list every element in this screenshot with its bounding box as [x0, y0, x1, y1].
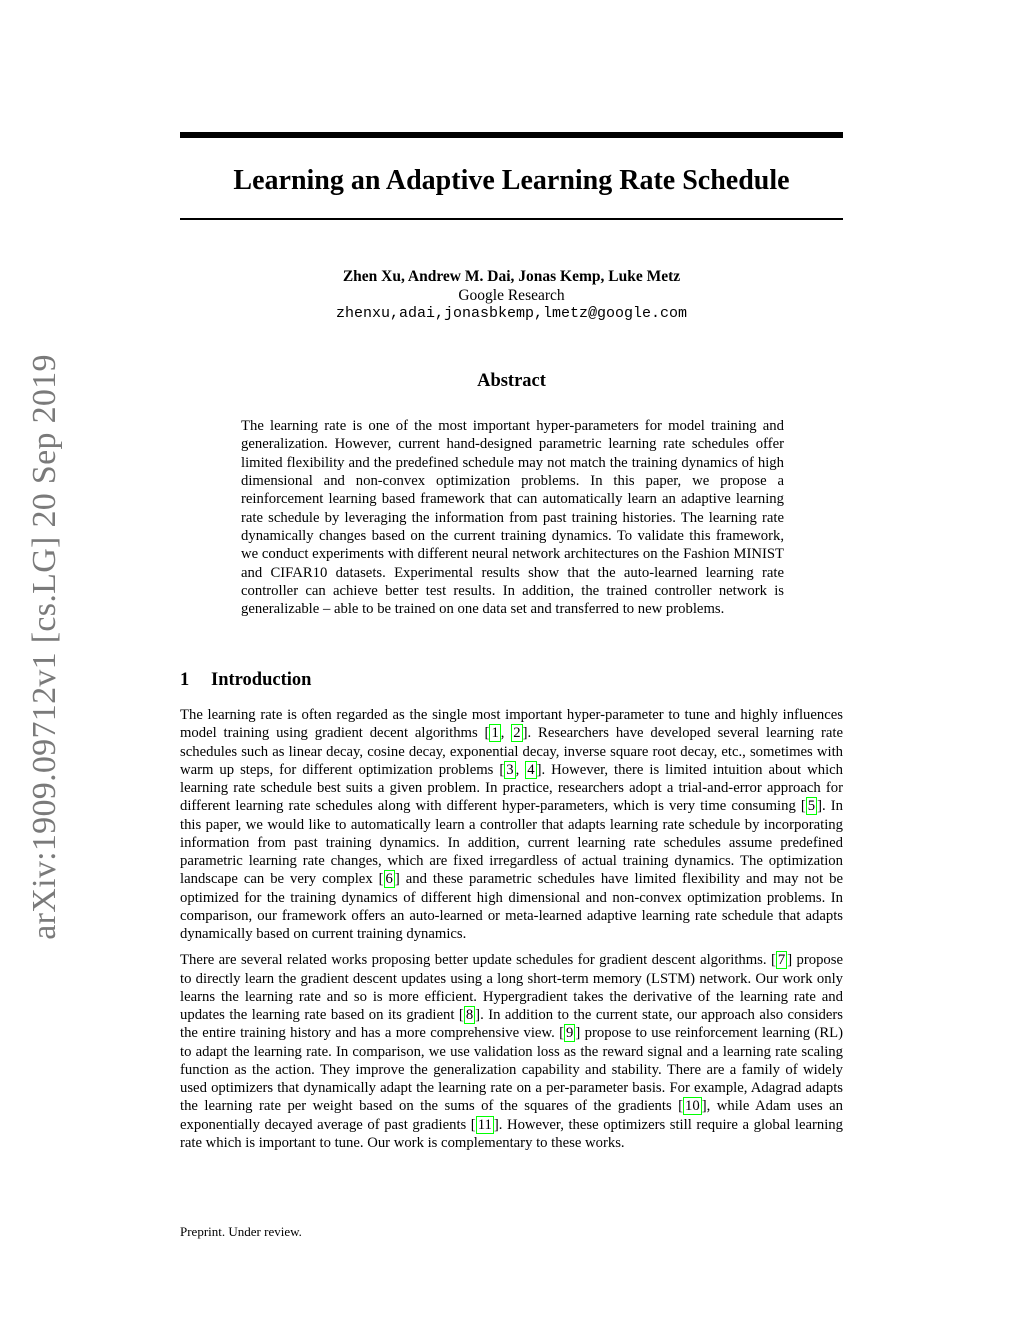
paragraph-text: ] and these parametric schedules have limited flexibility and may not be optimized for the training dynamics of different high dimensional and non-convex optimization problems. In comparison, our framework offers an auto-learned or meta-learned adaptive learning rate schedule that adapts dynamically based on current training dynamics.	[180, 871, 843, 942]
paragraph-text: ,	[500, 725, 512, 742]
citation-link[interactable]: 8	[465, 1007, 474, 1023]
abstract-heading: Abstract	[477, 371, 546, 391]
citation-link[interactable]: 3	[506, 761, 514, 778]
citation-link[interactable]: 4	[527, 761, 535, 778]
introduction-body	[180, 706, 843, 1160]
title-rule-top	[180, 132, 843, 138]
title-rule-bottom	[180, 218, 843, 220]
author-names: Zhen Xu, Andrew M. Dai, Jonas Kemp, Luke Metz	[342, 268, 681, 285]
paragraph-text: The learning rate is often regarded as the single most important hyper-parameter to tune and highly influences model training using gradient decent algorithms [	[180, 707, 843, 742]
citation-link[interactable]: 11	[477, 1116, 492, 1133]
citation-link[interactable]: 6	[385, 871, 393, 888]
citation-link[interactable]: 9	[566, 1025, 574, 1042]
section-number: 1	[180, 670, 190, 690]
paragraph-text: ,	[515, 761, 526, 778]
paragraph-text: There are several related works proposing better update schedules for gradient descent algorithms. [	[180, 952, 776, 969]
citation-link[interactable]: 10	[685, 1098, 700, 1115]
author-block	[180, 268, 843, 324]
paragraph-text: ]. However, these optimizers still require a global learning rate which is important to tune. Our work is complementary to these works.	[180, 1116, 843, 1151]
paragraph-text: ] propose to directly learn the gradient descent updates using a long short-term memory (LSTM) network. Our work only learns the learning rate and so is more efficient. Hypergradient takes the derivative of the learning rate and updates the learning rate based on its gradient [	[180, 952, 843, 1023]
arxiv-stamp-text: arXiv:1909.09712v1 [cs.LG] 20 Sep 2019	[26, 354, 63, 940]
paragraph-text: ]. However, there is limited intuition about which learning rate schedule best suits a given problem. In practice, researchers adopt a trial-and-error approach for different learning rate schedules along with different hyper-parameters, which is very time consuming [	[180, 761, 844, 815]
introduction-paragraph	[180, 706, 843, 943]
author-emails: zhenxu,adai,jonasbkemp,lmetz@google.com	[335, 305, 688, 322]
section-heading-introduction	[180, 668, 311, 692]
footer-note: Preprint. Under review.	[180, 1224, 302, 1239]
citation-link[interactable]: 1	[491, 725, 499, 742]
paragraph-text: ]. In this paper, we would like to automatically learn a controller that adapts learning rate schedule by incorporating information from past training dynamics. In addition, current learning rate schedules assume predefined parametric learning rate changes, which are fixed irregardless of actual training dynamics. The optimization landscape can be very complex [	[180, 798, 843, 888]
section-title: Introduction	[211, 670, 312, 690]
author-affiliation: Google Research	[458, 286, 565, 304]
paragraph-text: ] propose to use reinforcement learning (RL) to adapt the learning rate. In comparison, we use validation loss as the reward signal and a learning rate scaling function as the action. They improve the generalization capability and stability. There are a family of widely used optimizers that dynamically adapt the learning rate on a per-parameter basis. For example, Adagrad adapts the learning rate per weight based on the sums of the squares of the gradients [	[180, 1025, 843, 1115]
citation-link[interactable]: 5	[807, 798, 816, 815]
introduction-paragraph	[180, 951, 843, 1152]
citation-link[interactable]: 2	[513, 725, 521, 742]
abstract-text: The learning rate is one of the most important hyper-parameters for model training and generalization. However, current hand-designed parametric learning rate schedules offer limited flexibility and the predefined schedule may not match the training dynamics of high dimensional and non-convex optimization problems. In this paper, we propose a reinforcement learning based framework that can automatically learn an adaptive learning rate schedule by leveraging the information from past training histories. The learning rate dynamically changes based on the current training dynamics. To validate this framework, we conduct experiments with different neural network architectures on the Fashion MINIST and CIFAR10 datasets. Experimental results show that the auto-learned learning rate controller can achieve better test results. In addition, the trained controller network is generalizable – able to be trained on one data set and transferred to new problems.	[241, 418, 784, 618]
citation-link[interactable]: 7	[777, 952, 786, 969]
paragraph-text: ], while Adam uses an exponentially decayed average of past gradients [	[180, 1098, 843, 1133]
paragraph-text: ]. Researchers have developed several learning rate schedules such as linear decay, cosine decay, exponential decay, inverse square root decay, etc., sometimes with warm up steps, for different optimization problems [	[180, 725, 843, 778]
paragraph-text: ]. In addition to the current state, our approach also considers the entire training history and has a more comprehensive view. [	[180, 1007, 843, 1042]
paper-title: Learning an Adaptive Learning Rate Schedule	[233, 165, 790, 196]
